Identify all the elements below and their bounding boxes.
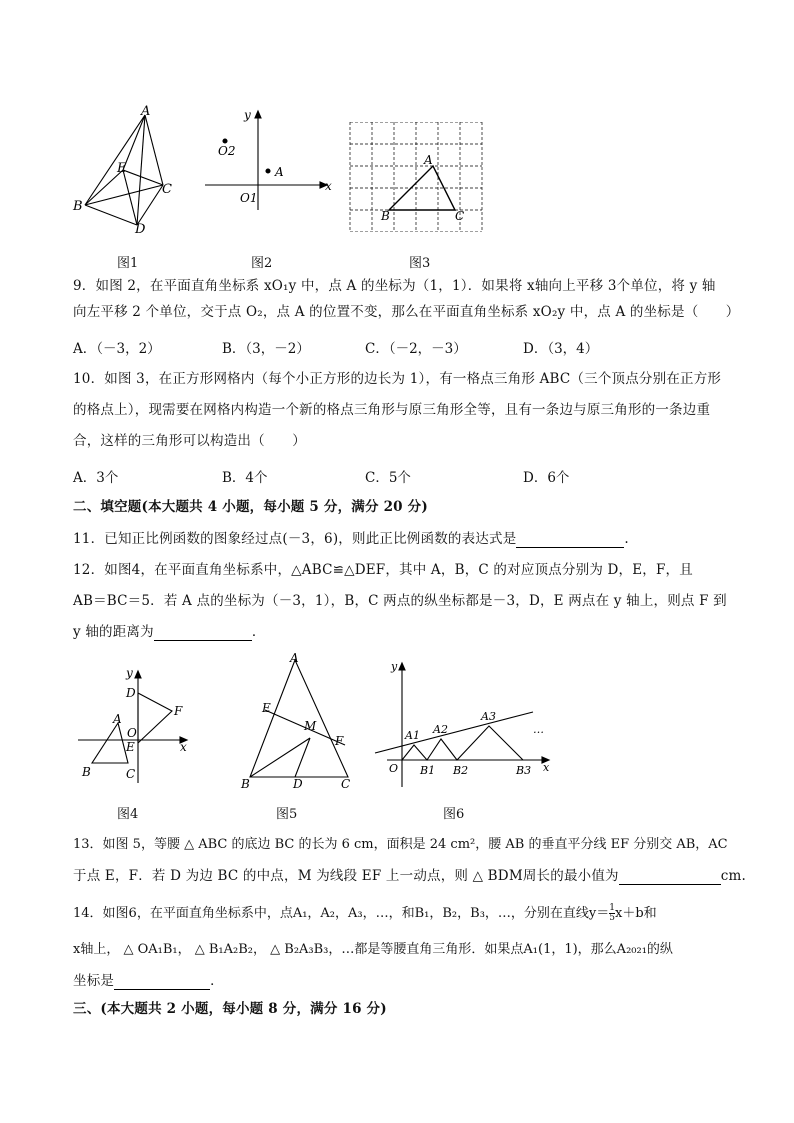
fig2-label-a: A xyxy=(275,165,284,179)
fig5-label-f: F xyxy=(335,734,344,748)
q14-line1b: x＋b和 xyxy=(615,906,657,921)
fig5-label-d: D xyxy=(293,777,303,791)
fig6-label-y: y xyxy=(391,660,398,673)
q14-line1a: 14．如图6，在平面直角坐标系中，点A₁，A₂，A₃，…，和B₁，B₂，B₃，…，分别在直线y＝ xyxy=(73,906,610,921)
q13-line2-text: 于点 E，F．若 D 为边 BC 的中点，M 为线段 EF 上一动点，则 △ BDM周长的最小值为 xyxy=(73,868,619,884)
q13-answer-blank[interactable] xyxy=(619,870,721,885)
q13-unit: cm. xyxy=(720,868,747,884)
q10-line1: 10．如图 3，在正方形网格内（每个小正方形的边长为 1），有一格点三角形 ABC（三个顶点分别在正方形 xyxy=(73,371,722,387)
q12-line3: y 轴的距离为 ． xyxy=(73,624,266,640)
figure-5-caption: 图5 xyxy=(276,807,298,822)
q14-line2: x轴上， △ OA₁B₁， △ B₁A₂B₂， △ B₂A₃B₃，…都是等腰直角三角形．如果点A₁(1，1)，那么A₂₀₂₁的纵 xyxy=(73,942,673,957)
figure-6 xyxy=(365,655,555,795)
fig4-label-b: B xyxy=(82,765,91,779)
q9-line2: 向左平移 2 个单位，交于点 O₂，点 A 的位置不变，那么在平面直角坐标系 xO₂y 中，点 A 的坐标是（ ） xyxy=(73,304,740,320)
fig2-label-x: x xyxy=(325,179,332,193)
figure-3 xyxy=(345,122,500,232)
fig6-label-b2: B2 xyxy=(453,764,469,777)
fig2-label-o1: O1 xyxy=(240,191,258,205)
fig1-label-d: D xyxy=(135,222,146,237)
q14-answer-blank[interactable] xyxy=(114,975,210,990)
q14-frac-num: 1 xyxy=(609,903,615,913)
q9-option-c: C．（－2，－3） xyxy=(365,341,467,357)
fig6-label-o: O xyxy=(389,762,399,775)
q12-line2: AB＝BC＝5．若 A 点的坐标为（－3，1），B，C 两点的纵坐标都是－3，D，E 两点在 y 轴上，则点 F 到 xyxy=(73,593,727,609)
figure-4 xyxy=(70,663,195,793)
q10-option-d: D．6个 xyxy=(523,470,570,486)
figure-4-caption: 图4 xyxy=(117,807,139,822)
fig5-label-a: A xyxy=(290,651,299,665)
fig6-label-a3: A3 xyxy=(481,710,496,723)
fig4-label-e: E xyxy=(126,740,135,754)
fig6-label-a1: A1 xyxy=(405,729,420,742)
q11-answer-blank[interactable] xyxy=(516,533,624,548)
q10-option-b: B．4个 xyxy=(222,470,268,486)
fig3-label-c: C xyxy=(455,209,465,223)
figure-2-caption: 图2 xyxy=(251,256,273,271)
fig6-label-ellipsis: … xyxy=(533,723,544,736)
fig2-label-y: y xyxy=(244,108,251,122)
fig5-label-m: M xyxy=(304,719,317,733)
fig4-label-d: D xyxy=(126,686,136,700)
q10-option-a: A．3个 xyxy=(73,470,119,486)
section-2-heading: 二、填空题(本大题共 4 小题，每小题 5 分，满分 20 分) xyxy=(73,499,428,515)
q12-line1: 12．如图4，在平面直角坐标系中，△ABC≌△DEF，其中 A，B，C 的对应顶点分别为 D，E，F，且 xyxy=(73,562,693,578)
fig4-label-x: x xyxy=(180,740,187,754)
fig1-label-c: C xyxy=(162,182,172,197)
fig4-label-f: F xyxy=(174,704,183,718)
q12-line3-text: y 轴的距离为 xyxy=(73,624,154,640)
fig4-label-o: O xyxy=(127,726,137,740)
figure-3-caption: 图3 xyxy=(409,256,431,271)
fig5-label-b: B xyxy=(241,777,250,791)
fig6-label-b1: B1 xyxy=(420,764,436,777)
q14-line3-text: 坐标是 xyxy=(73,973,115,989)
figure-5 xyxy=(235,650,360,795)
figure-1 xyxy=(65,100,190,240)
fig3-label-b: B xyxy=(381,209,390,223)
fig1-label-b: B xyxy=(73,199,83,214)
q14-frac-den: 5 xyxy=(609,913,615,923)
q14-line3: 坐标是 ． xyxy=(73,973,224,989)
fig4-label-y: y xyxy=(126,666,133,680)
figure-1-caption: 图1 xyxy=(117,256,139,271)
q13-line2 xyxy=(73,867,746,885)
fig1-label-e: E xyxy=(117,161,127,176)
fig5-label-c: C xyxy=(341,777,351,791)
q9-line1: 9．如图 2，在平面直角坐标系 xO₁y 中，点 A 的坐标为（1，1）．如果将 x轴向上平移 3个单位，将 y 轴 xyxy=(73,278,716,294)
fig3-label-a: A xyxy=(424,153,433,167)
q11: 11．已知正比例函数的图象经过点(－3，6)，则此正比例函数的表达式是 . xyxy=(73,531,629,547)
q10-option-c: C．5个 xyxy=(365,470,411,486)
q9-option-b: B．（3，－2） xyxy=(222,341,310,357)
q12-answer-blank[interactable] xyxy=(154,626,252,641)
figure-2 xyxy=(200,105,340,215)
q9-option-a: A．（－3，2） xyxy=(73,341,161,357)
fig2-label-o2: O2 xyxy=(218,144,236,158)
q10-line2: 的格点上），现需要在网格内构造一个新的格点三角形与原三角形全等，且有一条边与原三角形的一条边重 xyxy=(73,402,711,418)
fig6-label-a2: A2 xyxy=(433,723,448,736)
fig4-label-a: A xyxy=(113,712,122,726)
fig5-label-e: E xyxy=(262,701,271,715)
fig4-label-c: C xyxy=(126,767,136,781)
figure-6-caption: 图6 xyxy=(443,807,465,822)
fig6-label-x: x xyxy=(543,761,550,774)
fig1-label-a: A xyxy=(141,104,151,119)
fig6-label-b3: B3 xyxy=(516,764,532,777)
q13-line1: 13．如图 5，等腰 △ ABC 的底边 BC 的长为 6 cm，面积是 24 cm²，腰 AB 的垂直平分线 EF 分别交 AB，AC xyxy=(73,837,728,852)
q11-text: 11．已知正比例函数的图象经过点(－3，6)，则此正比例函数的表达式是 xyxy=(73,531,517,547)
section-3-heading: 三、(本大题共 2 小题，每小题 8 分，满分 16 分) xyxy=(73,1001,387,1017)
q10-line3: 合，这样的三角形可以构造出（ ） xyxy=(73,433,306,449)
q9-option-d: D．（3，4） xyxy=(523,341,599,357)
q14-line1 xyxy=(73,904,657,923)
